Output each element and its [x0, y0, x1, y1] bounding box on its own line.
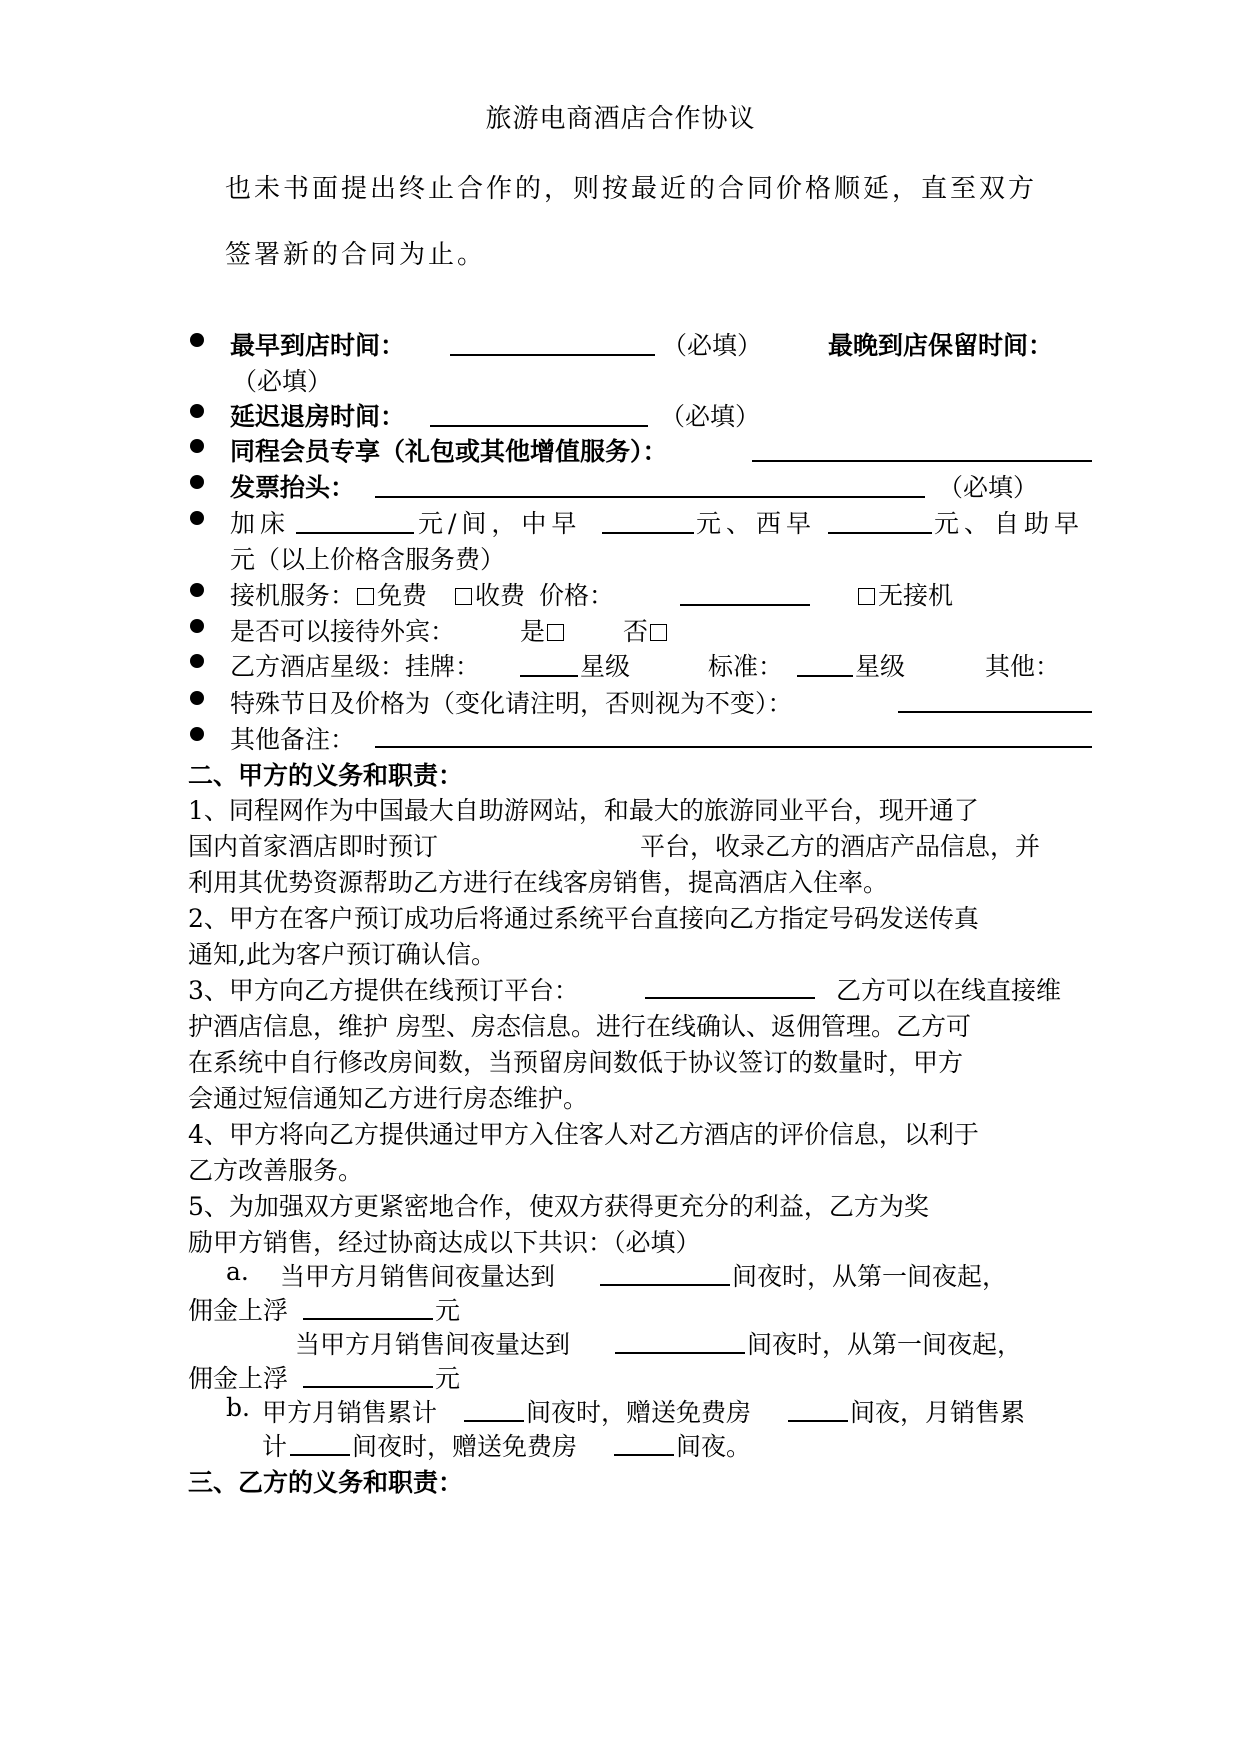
extra-bed-label: 加床 — [230, 509, 291, 538]
extra-bed-blank[interactable] — [296, 532, 414, 534]
bullet-dot — [190, 333, 204, 347]
booking-platform-blank[interactable] — [645, 997, 815, 999]
late-checkout-label: 延迟退房时间： — [230, 402, 406, 431]
pickup-service-row — [230, 576, 614, 612]
bullet-dot — [190, 691, 204, 705]
bullet-dot — [190, 654, 204, 668]
s2-item4-line1: 4、甲方将向乙方提供通过甲方入住客人对乙方酒店的评价信息，以利于 — [188, 1120, 979, 1149]
other-notes-label: 其他备注： — [230, 725, 356, 754]
s2-item3-line4: 会通过短信通知乙方进行房态维护。 — [188, 1084, 589, 1113]
cumulative-nights-blank[interactable] — [290, 1454, 350, 1456]
foreign-yes-row — [520, 612, 567, 648]
pickup-price-blank[interactable] — [680, 604, 810, 606]
s2-item3-line1b: 乙方可以在线直接维 — [836, 976, 1062, 1005]
star-listed-blank[interactable] — [520, 675, 578, 677]
s2-item3-line3: 在系统中自行修改房间数，当预留房间数低于协议签订的数量时，甲方 — [188, 1048, 964, 1077]
bullet-dot — [190, 439, 204, 453]
star-unit: 星级 — [580, 652, 631, 681]
s2-item3-line1a: 3、甲方向乙方提供在线预订平台： — [188, 976, 579, 1005]
s2-item5b-line1b: 间夜时，赠送免费房 — [526, 1398, 752, 1427]
commission-raise-blank[interactable] — [303, 1318, 433, 1320]
s2-item5a-line2b: 元 — [435, 1296, 461, 1325]
star-rating-label: 乙方酒店星级：挂牌： — [230, 652, 481, 681]
sales-threshold-blank[interactable] — [615, 1352, 745, 1354]
breakfast-west-label: 元、西早 — [696, 509, 817, 538]
breakfast-buffet-label: 元、自助早 — [934, 509, 1085, 538]
s2-item5b-line2b: 间夜时，赠送免费房 — [352, 1432, 578, 1461]
sales-threshold-blank[interactable] — [600, 1284, 730, 1286]
bullet-dot — [190, 511, 204, 525]
star-standard-label: 标准： — [708, 652, 784, 681]
s2-item5b-line2a: 计 — [262, 1432, 288, 1461]
continuation-line-2: 签署新的合同为止。 — [225, 240, 487, 270]
member-perk-blank[interactable] — [752, 460, 1092, 462]
bullet-dot — [190, 583, 204, 597]
foreign-guests-label: 是否可以接待外宾： — [230, 617, 456, 646]
foreign-yes-label: 是 — [520, 617, 546, 646]
required-note: （必填） — [232, 367, 333, 396]
holiday-price-blank[interactable] — [898, 711, 1092, 713]
s2-item3-line2: 护酒店信息，维护 房型、房态信息。进行在线确认、返佣管理。乙方可 — [188, 1012, 971, 1041]
s2-item1-line2b: 平台，收录乙方的酒店产品信息，并 — [640, 832, 1041, 861]
latest-hold-label: 最晚到店保留时间： — [828, 331, 1054, 360]
pickup-free-label: 免费 — [377, 581, 428, 610]
s2-item5a-line1b: 间夜时，从第一间夜起， — [732, 1262, 1008, 1291]
earliest-arrival-label: 最早到店时间： — [230, 331, 406, 360]
other-notes-blank[interactable] — [375, 746, 1092, 748]
earliest-arrival-blank[interactable] — [450, 354, 655, 356]
pickup-paid-label: 收费 — [475, 581, 526, 610]
s2-item5a-line1a: 当甲方月销售间夜量达到 — [280, 1262, 556, 1291]
bullet-dot — [190, 475, 204, 489]
star-other-label: 其他： — [985, 652, 1061, 681]
bullet-dot — [190, 404, 204, 418]
star-unit: 星级 — [855, 652, 906, 681]
pickup-free-checkbox[interactable] — [357, 588, 374, 605]
foreign-no-checkbox[interactable] — [650, 624, 667, 641]
pickup-price-label: 价格： — [539, 581, 615, 610]
s2-item1-line3: 利用其优势资源帮助乙方进行在线客房销售，提高酒店入住率。 — [188, 868, 889, 897]
s2-item5b-line1a: 甲方月销售累计 — [262, 1398, 438, 1427]
foreign-no-label: 否 — [623, 617, 649, 646]
s2-item1-line1: 1、同程网作为中国最大自助游网站，和最大的旅游同业平台，现开通了 — [188, 796, 979, 825]
invoice-label: 发票抬头： — [230, 473, 356, 502]
foreign-yes-checkbox[interactable] — [547, 624, 564, 641]
cumulative-nights-blank[interactable] — [464, 1420, 524, 1422]
s2-item5a-line4b: 元 — [435, 1364, 461, 1393]
section-3-heading: 三、乙方的义务和职责： — [188, 1468, 464, 1497]
s2-item5b-prefix: b. — [226, 1393, 250, 1422]
bullet-dot — [190, 619, 204, 633]
required-note: （必填） — [938, 473, 1039, 502]
s2-item5a-prefix: a. — [226, 1257, 249, 1286]
late-checkout-blank[interactable] — [430, 425, 648, 427]
required-note: （必填） — [660, 402, 761, 431]
pickup-none-row — [856, 576, 953, 612]
pickup-none-checkbox[interactable] — [858, 588, 875, 605]
s2-item5a-line4a: 佣金上浮 — [188, 1364, 289, 1393]
breakfast-cn-label: 元/间，中早 — [418, 509, 582, 538]
foreign-no-row — [623, 612, 670, 648]
breakfast-cn-blank[interactable] — [602, 532, 694, 534]
s2-item5b-line1c: 间夜，月销售累 — [850, 1398, 1026, 1427]
s2-item5b-line2c: 间夜。 — [676, 1432, 752, 1461]
pickup-label: 接机服务： — [230, 581, 356, 610]
extra-bed-note: 元（以上价格含服务费） — [230, 545, 506, 574]
s2-item1-line2a: 国内首家酒店即时预订 — [188, 832, 439, 861]
star-standard-blank[interactable] — [797, 675, 853, 677]
s2-item5a-line3a: 当甲方月销售间夜量达到 — [295, 1330, 571, 1359]
free-room-blank[interactable] — [614, 1454, 674, 1456]
pickup-paid-checkbox[interactable] — [455, 588, 472, 605]
s2-item5a-line3b: 间夜时，从第一间夜起， — [747, 1330, 1023, 1359]
pickup-none-label: 无接机 — [878, 581, 954, 610]
free-room-blank[interactable] — [788, 1420, 848, 1422]
invoice-blank[interactable] — [375, 496, 925, 498]
commission-raise-blank[interactable] — [303, 1386, 433, 1388]
section-2-heading: 二、甲方的义务和职责： — [188, 761, 464, 790]
s2-item2-line1: 2、甲方在客户预订成功后将通过系统平台直接向乙方指定号码发送传真 — [188, 904, 979, 933]
s2-item2-line2: 通知,此为客户预订确认信。 — [188, 940, 496, 969]
continuation-line-1: 也未书面提出终止合作的，则按最近的合同价格顺延，直至双方 — [225, 174, 1038, 204]
s2-item4-line2: 乙方改善服务。 — [188, 1156, 364, 1185]
breakfast-west-blank[interactable] — [828, 532, 932, 534]
bullet-dot — [190, 727, 204, 741]
holiday-price-label: 特殊节日及价格为（变化请注明，否则视为不变）： — [230, 689, 793, 718]
s2-item5-line2: 励甲方销售，经过协商达成以下共识：（必填） — [188, 1228, 701, 1257]
document-title: 旅游电商酒店合作协议 — [485, 104, 756, 134]
required-note: （必填） — [662, 331, 763, 360]
s2-item5a-line2a: 佣金上浮 — [188, 1296, 289, 1325]
s2-item5-line1: 5、为加强双方更紧密地合作，使双方获得更充分的利益，乙方为奖 — [188, 1192, 929, 1221]
member-perk-label: 同程会员专享（礼包或其他增值服务）： — [230, 437, 668, 466]
